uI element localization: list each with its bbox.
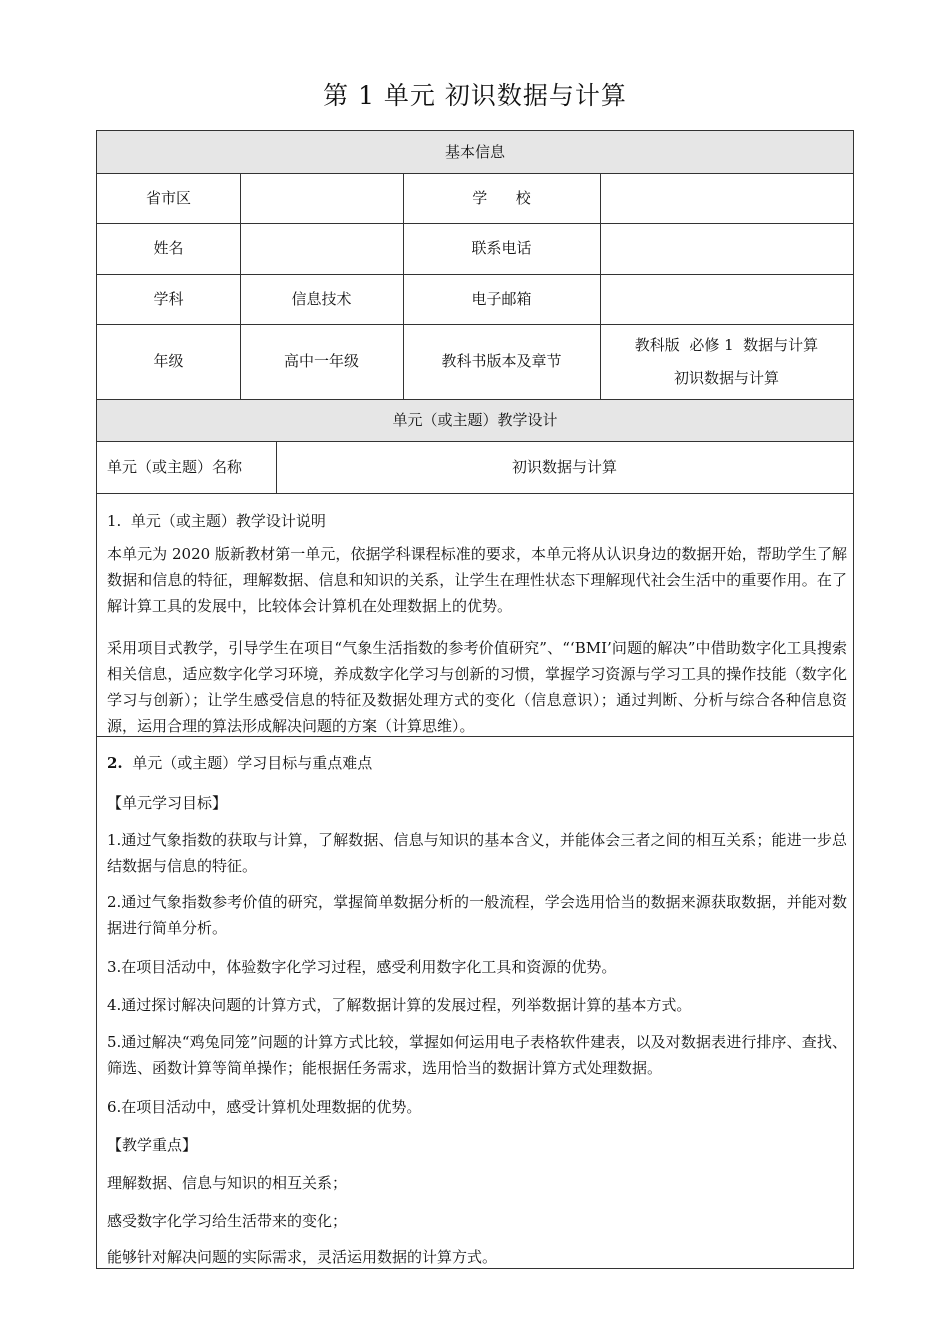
- section1-paragraph-1: 本单元为 2020 版新教材第一单元，依据学科课程标准的要求，本单元将从认识身边的数据开始，帮助学生了解数据和信息的特征，理解数据、信息和知识的关系，让学生在理性状态下理解现代社会生活中的重要作用。在了解计算工具的发展中，比较体会计算机在处理数据上的优势。: [107, 545, 847, 615]
- province-label: 省市区: [145, 188, 191, 207]
- key-point-item: 理解数据、信息与知识的相互关系；: [107, 1174, 348, 1192]
- document-title: 第 1 单元 初识数据与计算: [323, 81, 627, 110]
- section2-heading: [107, 751, 847, 775]
- goal-item: 3.在项目活动中，体验数字化学习过程，感受利用数字化工具和资源的优势。: [107, 958, 617, 976]
- phone-value[interactable]: [600, 223, 853, 274]
- email-value[interactable]: [600, 274, 853, 324]
- grade-label: 年级: [153, 352, 184, 370]
- section1-paragraph-2: 采用项目式教学，引导学生在项目“气象生活指数的参考价值研究”、“‘BMI’问题的解决”中借助数字化工具搜索相关信息，适应数字化学习环境，养成数字化学习与创新的习惯，掌握学习资源与学习工具的操作技能（数字化学习与创新）；让学生感受信息的特征及数据处理方式的变化（信息意识）；通过判断、分析与综合各种信息资源，运用合理的算法形成解决问题的方案（计算思维）。: [107, 639, 847, 735]
- school-label: 学 校: [472, 188, 531, 207]
- goal-item: 4.通过探讨解决问题的计算方式，了解数据计算的发展过程，列举数据计算的基本方式。: [107, 996, 692, 1014]
- basic-info-header: 基本信息: [444, 142, 505, 161]
- goals-title: 【单元学习目标】: [107, 794, 228, 812]
- textbook-value-line1: 教科版 必修 1 数据与计算: [634, 335, 819, 354]
- textbook-label: 教科书版本及章节: [441, 352, 562, 370]
- section2-heading-text: 单元（或主题）学习目标与重点难点: [132, 754, 373, 772]
- goal-item: 5.通过解决“鸡兔同笼”问题的计算方式比较，掌握如何运用电子表格软件建表，以及对数据表进行排序、查找、筛选、函数计算等简单操作；能根据任务需求，选用恰当的数据计算方式处理数据。: [107, 1033, 847, 1077]
- email-label: 电子邮箱: [471, 289, 532, 308]
- key-point-item: 感受数字化学习给生活带来的变化；: [107, 1212, 348, 1230]
- unit-name-value: 初识数据与计算: [511, 457, 617, 476]
- province-value[interactable]: [240, 173, 403, 223]
- subject-value: 信息技术: [291, 289, 352, 308]
- subject-label: 学科: [153, 289, 184, 308]
- textbook-value-line2: 初识数据与计算: [673, 368, 779, 387]
- phone-label: 联系电话: [471, 239, 532, 257]
- rule: [97, 493, 853, 494]
- name-label: 姓名: [153, 239, 184, 257]
- name-value[interactable]: [240, 223, 403, 274]
- goal-item: 6.在项目活动中，感受计算机处理数据的优势。: [107, 1098, 422, 1116]
- textbook-value: [600, 324, 853, 399]
- unit-name-label: 单元（或主题）名称: [107, 457, 243, 476]
- goal-item: 2.通过气象指数参考价值的研究，掌握简单数据分析的一般流程，学会选用恰当的数据来源获取数据，并能对数据进行简单分析。: [107, 893, 847, 937]
- goal-item: 1.通过气象指数的获取与计算，了解数据、信息与知识的基本含义，并能体会三者之间的相互关系；能进一步总结数据与信息的特征。: [107, 831, 847, 875]
- info-table: [96, 130, 854, 1269]
- key-points-title: 【教学重点】: [107, 1136, 198, 1154]
- key-point-item: 能够针对解决问题的实际需求，灵活运用数据的计算方式。: [107, 1248, 498, 1266]
- grade-value: 高中一年级: [283, 352, 359, 370]
- school-value[interactable]: [600, 173, 853, 223]
- section2-heading-number: 2.: [107, 754, 123, 772]
- section1-heading: 1. 单元（或主题）教学设计说明: [107, 512, 326, 530]
- unit-design-header: 单元（或主题）教学设计: [392, 410, 558, 429]
